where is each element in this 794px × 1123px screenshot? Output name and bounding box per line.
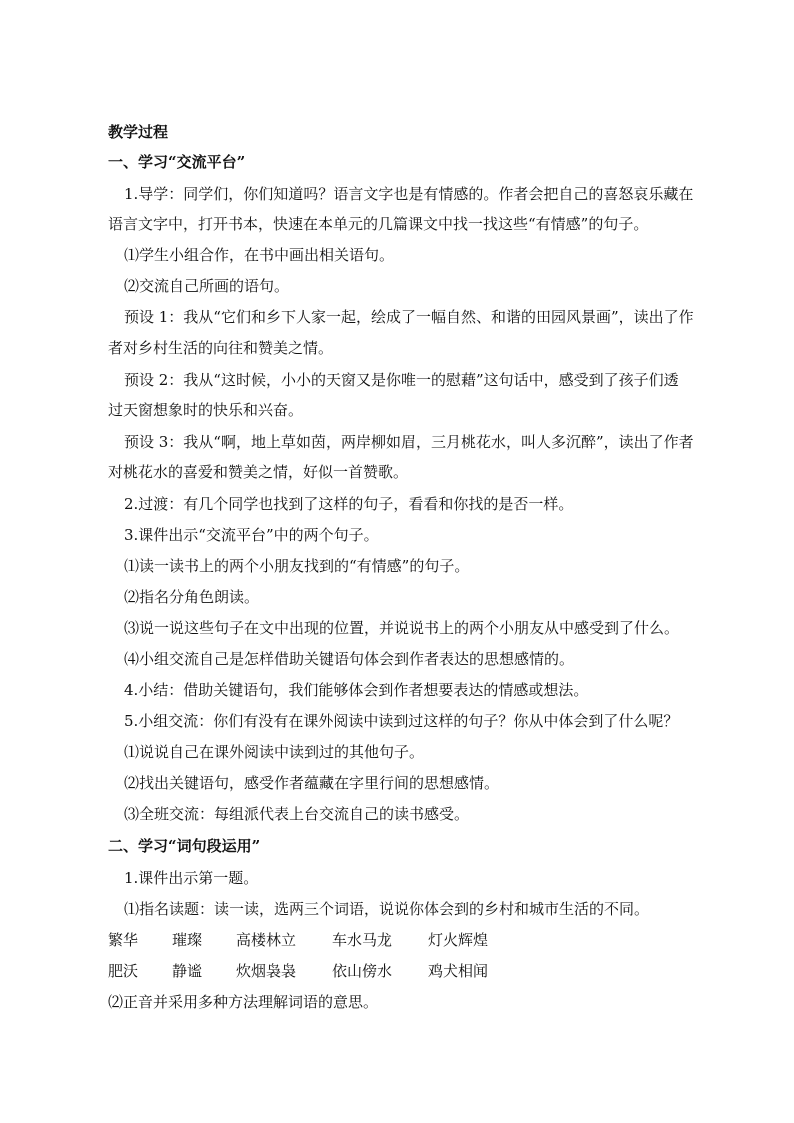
words-row-2 <box>108 961 508 981</box>
paragraph-3-sub-4: ⑷小组交流自己是怎样借助关键语句体会到作者表达的思想感情的。 <box>124 650 575 668</box>
words-row-1 <box>108 930 508 950</box>
part1-heading: 一、学习“交流平台” <box>108 153 246 171</box>
paragraph-2: 2.过渡：有几个同学也找到了这样的句子，看看和你找的是否一样。 <box>124 495 574 513</box>
word-item: 灯火辉煌 <box>428 931 489 949</box>
word-item: 鸡犬相闻 <box>428 962 489 980</box>
word-item: 炊烟袅袅 <box>236 962 297 980</box>
word-item: 繁华 <box>108 931 139 949</box>
paragraph-1-line-2: 语言文字中，打开书本，快速在本单元的几篇课文中找一找这些“有情感”的句子。 <box>108 215 649 233</box>
paragraph-1-sub-1: ⑴学生小组合作，在书中画出相关语句。 <box>124 246 395 264</box>
paragraph-3-sub-3: ⑶说一说这些句子在文中出现的位置，并说说书上的两个小朋友从中感受到了什么。 <box>124 619 680 637</box>
preset-3-line-2: 对桃花水的喜爱和赞美之情，好似一首赞歌。 <box>108 463 409 481</box>
word-item: 璀璨 <box>172 931 203 949</box>
question-1-sub-1: ⑴指名读题：读一读，选两三个词语，说说你体会到的乡村和城市生活的不同。 <box>124 900 650 918</box>
preset-2-line-2: 过天窗想象时的快乐和兴奋。 <box>108 401 304 419</box>
paragraph-3-sub-1: ⑴读一读书上的两个小朋友找到的“有情感”的句子。 <box>124 557 470 575</box>
question-1-sub-2: ⑵正音并采用多种方法理解词语的意思。 <box>108 993 379 1011</box>
question-1: 1.课件出示第一题。 <box>124 869 259 887</box>
paragraph-1-sub-2: ⑵交流自己所画的语句。 <box>124 277 290 295</box>
paragraph-5-sub-3: ⑶全班交流：每组派代表上台交流自己的读书感受。 <box>124 805 470 823</box>
paragraph-5-sub-2: ⑵找出关键语句，感受作者蕴藏在字里行间的思想感情。 <box>124 774 500 792</box>
word-item: 高楼林立 <box>236 931 297 949</box>
paragraph-1-line-1: 1.导学：同学们，你们知道吗？语言文字也是有情感的。作者会把自己的喜怒哀乐藏在 <box>124 185 694 203</box>
preset-1-line-1: 预设 1：我从“它们和乡下人家一起，绘成了一幅自然、和谐的田园风景画”，读出了作 <box>124 308 694 326</box>
section-title: 教学过程 <box>108 123 169 141</box>
part2-heading: 二、学习“词句段运用” <box>108 837 261 855</box>
paragraph-5-sub-1: ⑴说说自己在课外阅读中读到过的其他句子。 <box>124 743 425 761</box>
preset-2-line-1: 预设 2：我从“这时候，小小的天窗又是你唯一的慰藉”这句话中，感受到了孩子们透 <box>124 371 679 389</box>
word-item: 车水马龙 <box>332 931 393 949</box>
word-item: 静谧 <box>172 962 203 980</box>
word-item: 依山傍水 <box>332 962 393 980</box>
paragraph-3: 3.课件出示“交流平台”中的两个句子。 <box>124 526 379 544</box>
paragraph-5: 5.小组交流：你们有没有在课外阅读中读到过这样的句子？你从中体会到了什么呢？ <box>124 712 679 730</box>
word-item: 肥沃 <box>108 962 139 980</box>
preset-3-line-1: 预设 3：我从“啊，地上草如茵，两岸柳如眉，三月桃花水，叫人多沉醉”，读出了作者 <box>124 433 694 451</box>
preset-1-line-2: 者对乡村生活的向往和赞美之情。 <box>108 339 334 357</box>
paragraph-3-sub-2: ⑵指名分角色朗读。 <box>124 588 260 606</box>
paragraph-4: 4.小结：借助关键语句，我们能够体会到作者想要表达的情感或想法。 <box>124 681 589 699</box>
